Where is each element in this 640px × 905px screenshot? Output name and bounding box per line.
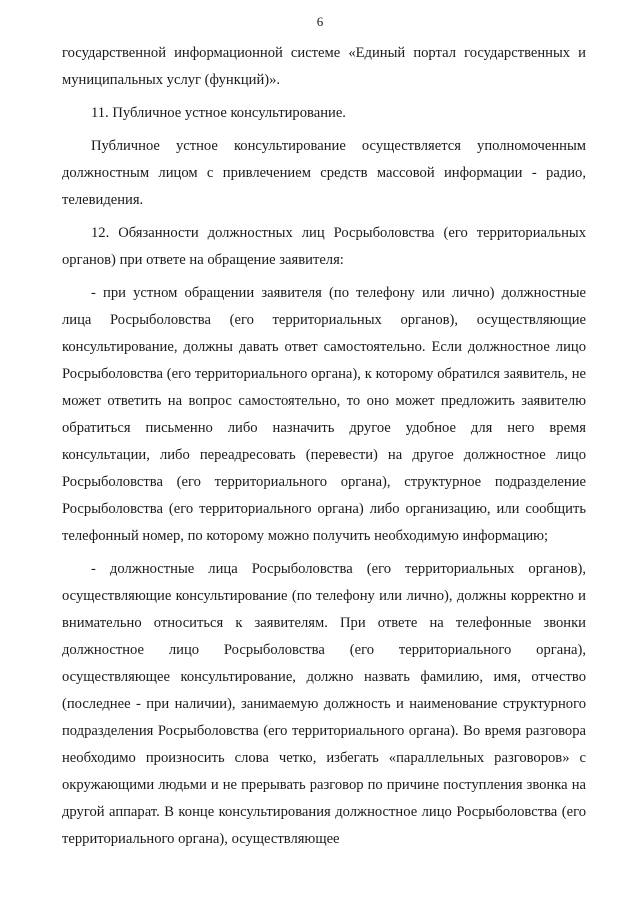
- paragraph-section-11-heading: 11. Публичное устное консультирование.: [91, 105, 346, 121]
- paragraph-section-12-heading: 12. Обязанности должностных лиц Росрыболовства (его территориальных органов) при ответе на обращение заявителя:: [62, 225, 586, 268]
- page-number: 6: [316, 14, 324, 29]
- paragraph-public-consulting: Публичное устное консультирование осуществляется уполномоченным должностным лицом с привлечением средств массовой информации - радио, телевидения.: [62, 138, 586, 208]
- paragraph-portal-continuation: государственной информационной системе «Единый портал государственных и муниципальных услуг (функций)».: [62, 45, 586, 88]
- paragraph-oral-request: - при устном обращении заявителя (по телефону или лично) должностные лица Росрыболовства (его территориальных органов), осуществляющие консультирование, должны давать ответ самостоятельно. Если должностное лицо Росрыболовства (его территориального органа), к которому обратился заявитель, не может ответить на вопрос самостоятельно, то оно может предложить заявителю обратиться письменно либо назначить другое удобное для него время консультации, либо переадресовать (перевести) на другое должностное лицо Росрыболовства (его территориального органа), структурное подразделение Росрыболовства (его территориального органа) либо организацию, или сообщить телефонный номер, по которому можно получить необходимую информацию;: [62, 285, 586, 544]
- paragraph-officials-conduct: - должностные лица Росрыболовства (его территориальных органов), осуществляющие консультирование (по телефону или лично), должны корректно и внимательно относиться к заявителям. При ответе на телефонные звонки должностное лицо Росрыболовства (его территориального органа), осуществляющее консультирование, должно назвать фамилию, имя, отчество (последнее - при наличии), занимаемую должность и наименование структурного подразделения Росрыболовства (его территориального органа). Во время разговора необходимо произносить слова четко, избегать «параллельных разговоров» с окружающими людьми и не прерывать разговор по причине поступления звонка на другой аппарат. В конце консультирования должностное лицо Росрыболовства (его территориального органа), осуществляющее: [62, 561, 586, 847]
- document-body: [62, 40, 586, 853]
